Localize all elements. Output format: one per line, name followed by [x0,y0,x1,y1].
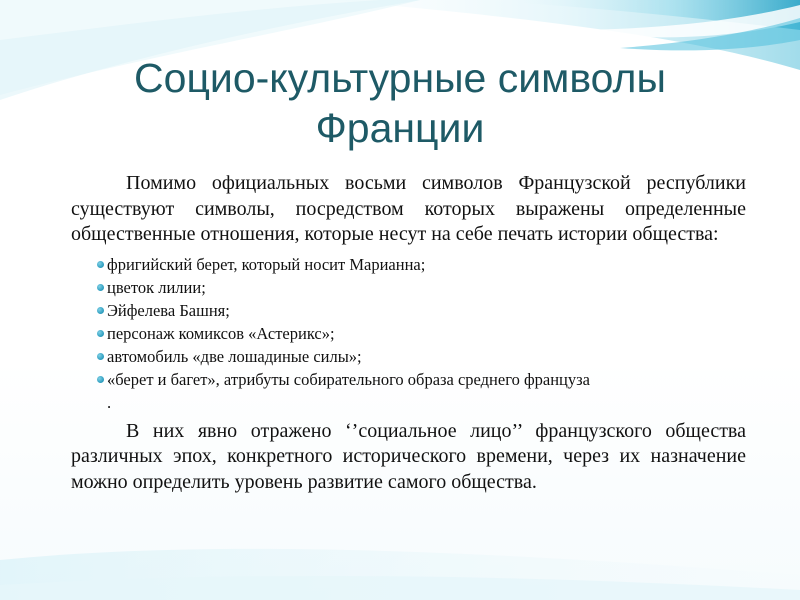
intro-paragraph: Помимо официальных восьми символов Французской республики существуют символы, посредством которых выражены определенные общественные отношения, которые несут на себе печать истории общества: [71,172,746,245]
list-item-text: цветок лилии; [107,277,206,297]
list-item [71,322,746,345]
slide-title-line-2: Франции [315,105,485,151]
list-item-text: фригийский берет, который носит Марианна; [107,254,426,274]
list-item-text: автомобиль «две лошадиные силы»; [107,346,362,366]
slide-title-line-1: Социо-культурные символы [134,55,666,101]
bullet-dot-icon [97,376,104,383]
bullet-dot-icon [97,353,104,360]
list-item [71,276,746,299]
symbols-list [71,253,746,414]
bullet-dot-icon [97,330,104,337]
list-item [71,368,746,414]
list-item [71,299,746,322]
list-item [71,345,746,368]
list-item-tail: . [107,392,112,412]
slide-title [40,53,760,153]
bullet-dot-icon [97,261,104,268]
list-item [71,253,746,276]
slide-body [71,171,746,495]
list-item-text: персонаж комиксов «Астерикс»; [107,323,335,343]
bullet-dot-icon [97,307,104,314]
list-item-text: Эйфелева Башня; [107,300,230,320]
closing-paragraph: В них явно отражено ‘’социальное лицо’’ французского общества различных эпох, конкретного исторического времени, через их назначение можно определить уровень развитие самого общества. [71,419,746,493]
bullet-dot-icon [97,284,104,291]
list-item-text: «берет и багет», атрибуты собирательного образа среднего француза [107,369,590,389]
